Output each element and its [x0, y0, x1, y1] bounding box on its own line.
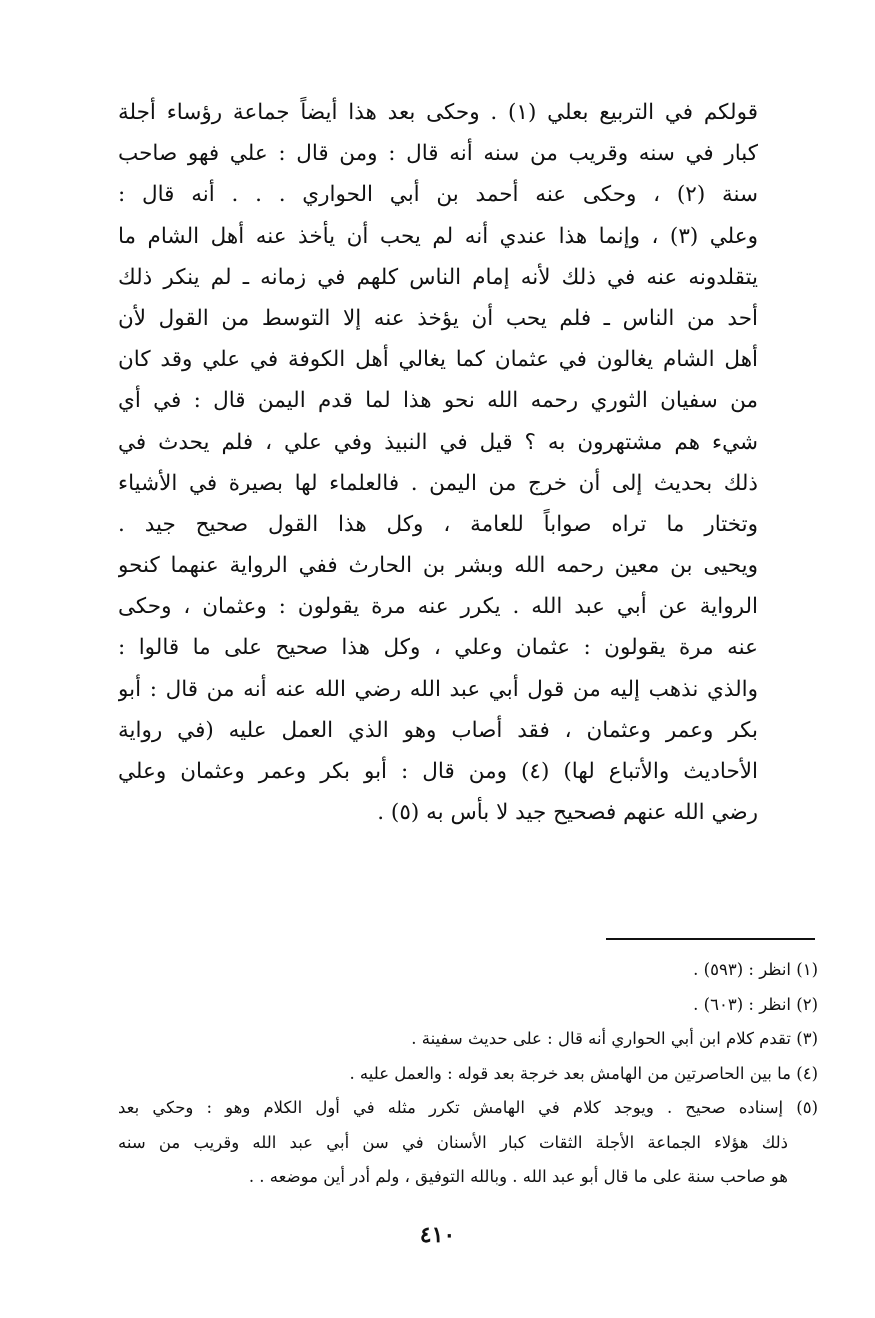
footnote-line: هو صاحب سنة على ما قال أبو عبد الله . وبالله التوفيق ، ولم أدر أين موضعه . .	[248, 1167, 788, 1186]
footnote-separator	[606, 938, 815, 940]
footnote-line: (٢) انظر : (٦٠٣) .	[693, 994, 818, 1014]
text-line: الأحاديث والأتباع لها) (٤) ومن قال : أبو بكر وعمر وعثمان وعلي	[118, 759, 758, 784]
text-line: وتختار ما تراه صواباً للعامة ، وكل هذا القول صحيح جيد .	[118, 511, 758, 537]
text-line: سنة (٢) ، وحكى عنه أحمد بن أبي الحواري . . . أنه قال :	[118, 182, 758, 208]
text-line: شيء هم مشتهرون به ؟ قيل في النبيذ وفي علي ، فلم يحدث في	[118, 429, 758, 455]
main-text-block	[118, 92, 758, 833]
page-number: ٤١٠	[419, 1222, 456, 1248]
text-line: وعلي (٣) ، وإنما هذا عندي أنه لم يحب أن يأخذ عنه أهل الشام ما	[118, 223, 758, 249]
text-line: والذي نذهب إليه من قول أبي عبد الله رضي الله عنه أنه من قال : أبو	[118, 676, 758, 702]
text-line: رضي الله عنهم فصحيح جيد لا بأس به (٥) .	[377, 800, 758, 826]
footnote-line: (٣) تقدم كلام ابن أبي الحواري أنه قال : على حديث سفينة .	[411, 1029, 818, 1048]
footnotes-block	[118, 953, 818, 1195]
footnote-line: (٥) إسناده صحيح . ويوجد كلام في الهامش تكرر مثله في أول الكلام وهو : وحكي بعد	[118, 1098, 818, 1117]
text-line: أهل الشام يغالون في عثمان كما يغالي أهل الكوفة في علي وقد كان	[118, 347, 758, 373]
text-line: من سفيان الثوري رحمه الله نحو هذا لما قدم اليمن قال : في أي	[118, 388, 758, 414]
text-line: عنه مرة يقولون : عثمان وعلي ، وكل هذا صحيح على ما قالوا :	[118, 635, 758, 661]
text-line: ويحيى بن معين رحمه الله وبشر بن الحارث ففي الرواية عنهما كنحو	[118, 553, 758, 579]
text-line: الرواية عن أبي عبد الله . يكرر عنه مرة يقولون : وعثمان ، وحكى	[118, 594, 758, 620]
text-line: يتقلدونه عنه في ذلك لأنه إمام الناس كلهم في زمانه ـ لم ينكر ذلك	[118, 264, 758, 290]
footnote-line: (٤) ما بين الحاصرتين من الهامش بعد خرجة بعد قوله : والعمل عليه .	[349, 1063, 818, 1083]
footnote-line: ذلك هؤلاء الجماعة الأجلة الثقات كبار الأسنان في سن أبي عبد الله وقريب من سنه	[118, 1132, 788, 1152]
text-line: أحد من الناس ـ فلم يحب أن يؤخذ عنه إلا التوسط من القول لأن	[118, 305, 758, 331]
footnote-line: (١) انظر : (٥٩٣) .	[693, 960, 818, 979]
text-line: قولكم في التربيع بعلي (١) . وحكى بعد هذا أيضاً جماعة رؤساء أجلة	[118, 100, 758, 125]
text-line: كبار في سنه وقريب من سنه أنه قال : ومن قال : علي فهو صاحب	[118, 141, 758, 167]
text-line: ذلك بحديث إلى أن خرج من اليمن . فالعلماء لها بصيرة في الأشياء	[118, 470, 758, 496]
text-line: بكر وعمر وعثمان ، فقد أصاب وهو الذي العمل عليه (في رواية	[118, 717, 758, 743]
